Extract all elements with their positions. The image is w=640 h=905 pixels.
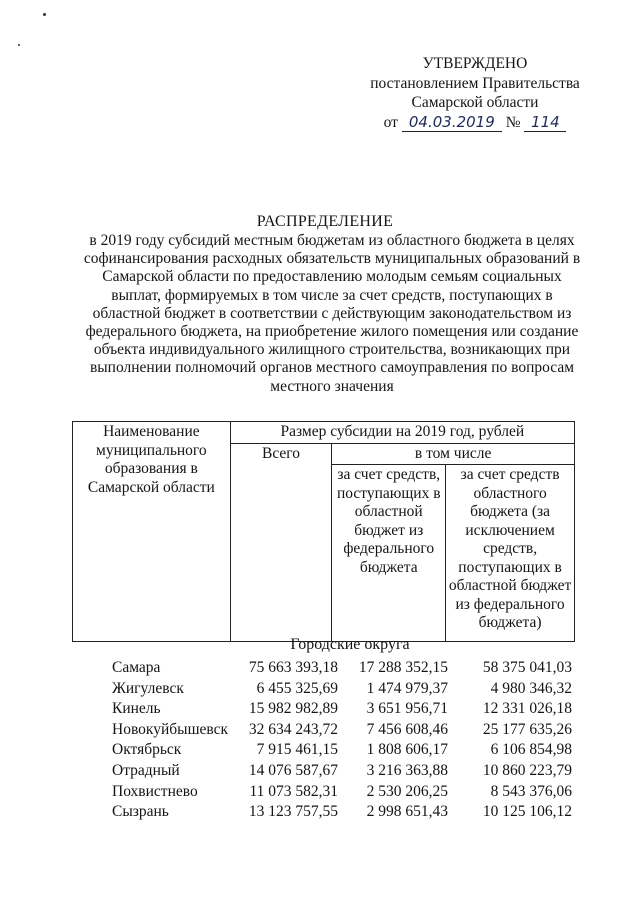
table-row — [112, 740, 582, 761]
municipality-name: Новокуйбышевск — [112, 720, 229, 738]
total-amount: 13 123 757,55 — [248, 803, 338, 821]
table-row — [112, 699, 582, 720]
total-amount: 6 455 325,69 — [256, 679, 338, 697]
municipality-name: Октябрьск — [112, 741, 182, 759]
header-subsidy-size: Размер субсидии на 2019 год, рублей — [230, 422, 574, 444]
scan-speck — [43, 13, 46, 16]
number-label: № — [505, 113, 521, 131]
table-row — [112, 761, 582, 782]
federal-amount: 3 651 956,71 — [366, 700, 448, 718]
municipality-name: Отрадный — [112, 761, 180, 779]
federal-amount: 7 456 608,46 — [366, 720, 448, 738]
approved-label: УТВЕРЖДЕНО — [422, 55, 528, 72]
header-municipality: Наименование муниципального образования в Самарской области — [73, 422, 231, 642]
regional-amount: 6 106 854,98 — [490, 741, 572, 759]
federal-amount: 2 530 206,25 — [366, 782, 448, 800]
table-row — [112, 679, 582, 700]
federal-amount: 17 288 352,15 — [358, 659, 448, 676]
header-total: Всего — [230, 443, 332, 642]
regional-amount: 25 177 635,26 — [482, 720, 572, 738]
regional-amount: 4 980 346,32 — [490, 679, 572, 697]
approved-region-line: Самарской области — [411, 94, 539, 111]
approved-by-line: постановлением Правительства — [370, 74, 580, 92]
municipality-name: Самара — [112, 659, 161, 676]
regional-amount: 58 375 041,03 — [482, 659, 572, 676]
table-row — [112, 658, 582, 679]
regional-amount: 12 331 026,18 — [482, 700, 572, 718]
federal-amount: 1 474 979,37 — [366, 679, 448, 697]
federal-amount: 1 808 606,17 — [366, 741, 448, 759]
scan-speck — [18, 44, 20, 46]
header-regional: за счет средств областного бюджета (за исключением средств, поступающих в областной бюджет из федерального бюджета) — [446, 465, 575, 642]
table-row — [112, 802, 582, 823]
total-amount: 75 663 393,18 — [248, 659, 338, 676]
approval-number: 114 — [524, 114, 566, 132]
total-amount: 7 915 461,15 — [256, 741, 338, 759]
approval-date-line — [360, 113, 590, 133]
section-heading: Городские округа — [290, 636, 410, 653]
regional-amount: 10 125 106,12 — [482, 803, 572, 821]
total-amount: 32 634 243,72 — [248, 720, 338, 738]
table-row — [112, 720, 582, 741]
document-subtitle: в 2019 году субсидий местным бюджетам из областного бюджета в целях софинансирования расходных обязательств муниципальных образований в Самарской области по предоставлению молодым семьям социальных выплат, формируемых в том числе за счет средств, поступающих в областной бюджет в соответствии с действующим законодательством из федерального бюджета, на приобретение жилого помещения или создание объекта индивидуального жилищного строительства, возникающих при выполнении полномочий органов местного самоуправления по вопросам местного значения — [83, 232, 581, 395]
from-label: от — [383, 113, 398, 131]
federal-amount: 3 216 363,88 — [366, 761, 448, 779]
municipality-name: Сызрань — [112, 803, 169, 821]
header-including: в том числе — [332, 443, 575, 465]
regional-amount: 10 860 223,79 — [482, 761, 572, 779]
table-row — [112, 782, 582, 803]
total-amount: 15 982 982,89 — [248, 700, 338, 718]
total-amount: 14 076 587,67 — [248, 761, 338, 779]
federal-amount: 2 998 651,43 — [366, 803, 448, 821]
document-title: РАСПРЕДЕЛЕНИЕ — [256, 213, 394, 230]
approval-date: 04.03.2019 — [402, 114, 502, 132]
regional-amount: 8 543 376,06 — [490, 782, 572, 800]
header-federal: за счет средств, поступающих в областной бюджет из федерального бюджета — [332, 465, 446, 642]
approval-stamp — [360, 54, 590, 132]
total-amount: 11 073 582,31 — [249, 782, 338, 800]
subsidy-table-header — [72, 421, 575, 642]
municipality-name: Похвистнево — [112, 782, 198, 800]
municipality-name: Кинель — [112, 700, 161, 718]
municipality-name: Жигулевск — [112, 679, 184, 697]
subsidy-rows — [112, 658, 582, 823]
